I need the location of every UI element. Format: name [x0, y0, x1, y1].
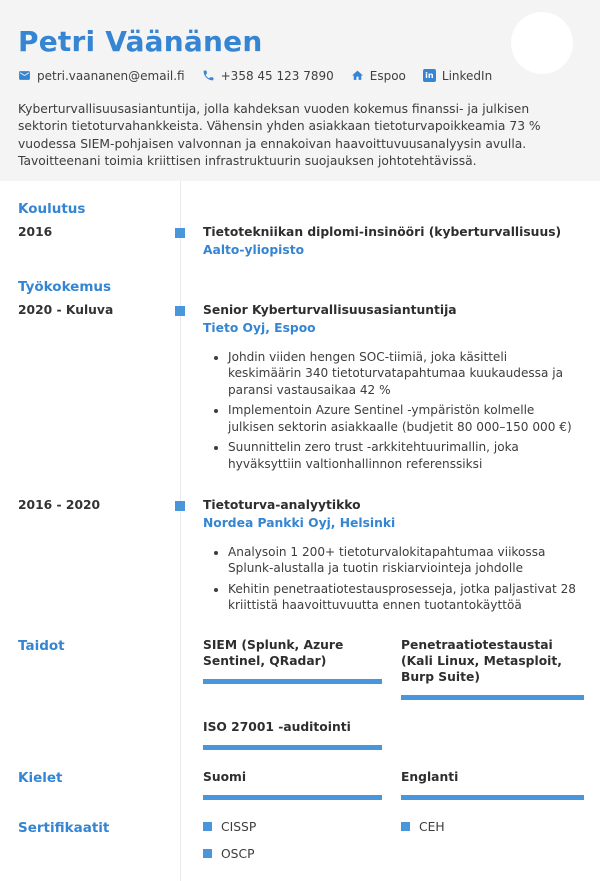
section-skills — [0, 638, 600, 750]
skill-level-bar — [401, 695, 584, 700]
experience-entry — [0, 303, 600, 476]
profile-summary: Kyberturvallisuusasiantuntija, jolla kahdeksan vuoden kokemus finanssi- ja julkisen sektorin tietoturvahankkeista. Vähensin yhden asiakkaan tietoturvapoikkeamia 73 % vuodessa SIEM-pohjaisen valvonnan ja ennakoivan haavoittuvuusanalyysin avulla. Tavoitteenani toimia kriittisen infrastruktuurin suojauksen johtotehtävissä. — [18, 101, 541, 169]
certification-item — [401, 820, 584, 834]
languages-heading: Kielet — [18, 769, 63, 786]
language-item — [203, 770, 382, 800]
contact-linkedin-label: LinkedIn — [441, 68, 493, 83]
certifications-grid — [203, 820, 584, 861]
bullet-list — [203, 349, 582, 472]
language-name: Suomi — [203, 769, 247, 784]
education-entry — [0, 225, 600, 259]
education-heading: Koulutus — [18, 201, 86, 217]
experience-heading: Työkokemus — [18, 278, 112, 295]
skill-item — [203, 720, 382, 750]
skills-heading: Taidot — [18, 637, 65, 654]
timeline-marker — [175, 501, 185, 511]
skill-name: SIEM (Splunk, Azure Sentinel, QRadar) — [203, 637, 344, 668]
language-level-bar — [401, 795, 584, 800]
skill-item — [203, 638, 382, 700]
timeline-marker — [175, 228, 185, 238]
contact-email-label: petri.vaananen@email.fi — [37, 68, 185, 83]
section-experience — [0, 279, 600, 618]
entry-subtitle: Nordea Pankki Oyj, Helsinki — [203, 515, 396, 530]
certification-name: CISSP — [221, 819, 257, 834]
certification-name: CEH — [419, 819, 445, 834]
skills-grid — [203, 638, 584, 750]
contact-location-label: Espoo — [369, 68, 406, 83]
experience-entry — [0, 498, 600, 618]
entry-subtitle: Aalto-yliopisto — [203, 242, 305, 257]
entry-period: 2016 - 2020 — [18, 498, 101, 512]
entry-title: Tietoturva-analyytikko — [203, 498, 361, 512]
contact-row — [18, 69, 582, 83]
certification-name: OSCP — [221, 846, 255, 861]
languages-grid — [203, 770, 584, 800]
language-name: Englanti — [401, 769, 459, 784]
contact-phone-label: +358 45 123 7890 — [220, 68, 334, 83]
contact-email[interactable] — [18, 69, 185, 83]
skill-level-bar — [203, 745, 382, 750]
skill-name: Penetraatiotestaustai (Kali Linux, Metasploit, Burp Suite) — [401, 637, 562, 684]
section-education — [0, 201, 600, 259]
cert-bullet-icon — [203, 849, 212, 858]
entry-subtitle: Tieto Oyj, Espoo — [203, 320, 316, 335]
language-level-bar — [203, 795, 382, 800]
photo-placeholder — [511, 12, 573, 74]
contact-location — [351, 69, 406, 83]
skill-name: ISO 27001 -auditointi — [203, 719, 351, 734]
skill-level-bar — [203, 679, 382, 684]
timeline-marker — [175, 306, 185, 316]
section-certifications — [0, 820, 600, 861]
cert-bullet-icon — [401, 822, 410, 831]
bullet-item: • Implementoin Azure Sentinel -ympäristön kolmelle julkisen sektorin asiakkaalle (budjetit 80 000–150 000 €) — [228, 402, 582, 435]
entry-period: 2016 — [18, 225, 53, 239]
candidate-name: Petri Väänänen — [18, 25, 263, 58]
bullet-item: • Suunnittelin zero trust -arkkitehtuurimallin, joka hyväksyttiin valtionhallinnon referenssiksi — [228, 439, 582, 472]
language-item — [401, 770, 584, 800]
email-icon — [18, 69, 31, 82]
bullet-item: • Kehitin penetraatiotestausprosesseja, jotka paljastivat 28 kriittistä haavoittuvuutta ennen tuotantokäyttöä — [228, 581, 582, 614]
cert-bullet-icon — [203, 822, 212, 831]
home-icon — [351, 69, 364, 82]
contact-phone — [202, 69, 334, 83]
cv-header — [0, 0, 600, 181]
certifications-heading: Sertifikaatit — [18, 819, 110, 836]
entry-period: 2020 - Kuluva — [18, 302, 114, 317]
entry-title: Tietotekniikan diplomi-insinööri (kyberturvallisuus) — [203, 225, 562, 239]
bullet-list — [203, 544, 582, 614]
bullet-item: • Johdin viiden hengen SOC-tiimiä, joka käsitteli keskimäärin 340 tietoturvatapahtumaa kuukaudessa ja paransi vastausaikaa 42 % — [228, 349, 582, 398]
certification-item — [203, 847, 382, 861]
entry-title: Senior Kyberturvallisuusasiantuntija — [203, 302, 457, 317]
section-languages — [0, 770, 600, 800]
certification-item — [203, 820, 382, 834]
skill-item — [401, 638, 584, 700]
linkedin-icon: in — [423, 69, 436, 82]
phone-icon — [202, 69, 215, 82]
contact-linkedin[interactable] — [423, 69, 492, 83]
cv-body — [0, 181, 600, 881]
bullet-item: • Analysoin 1 200+ tietoturvalokitapahtumaa viikossa Splunk-alustalla ja tuotin riskiarviointeja johdolle — [228, 544, 582, 577]
